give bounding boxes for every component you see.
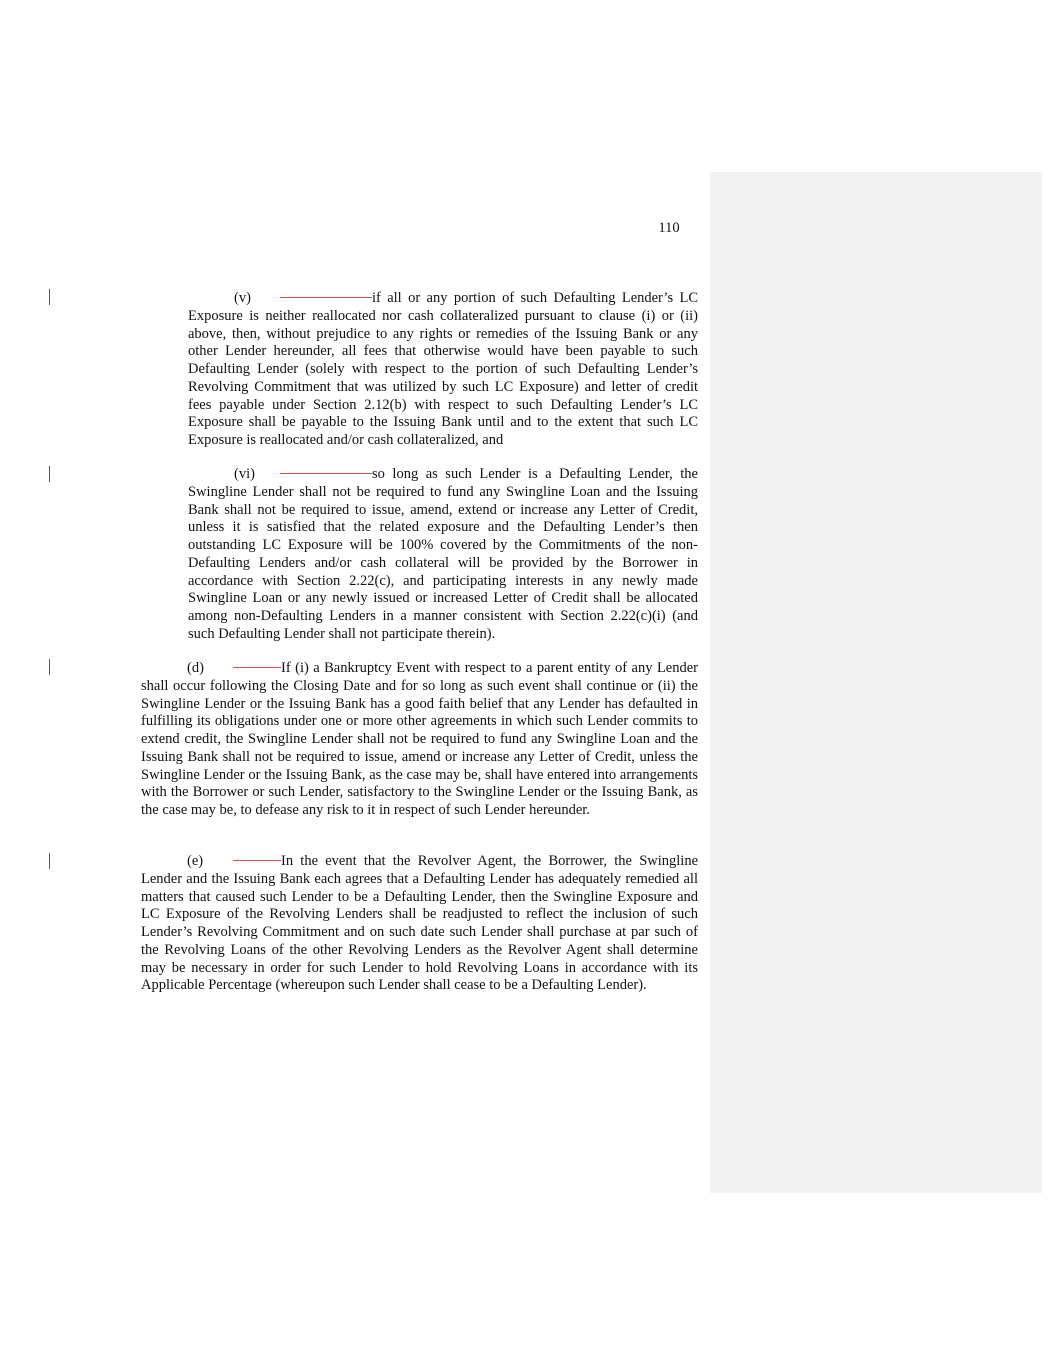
paragraph-label-e: (e): [187, 853, 204, 869]
paragraph-d: [141, 660, 698, 820]
paragraph-v: [188, 290, 698, 450]
tracked-deletion-mark: [280, 297, 372, 298]
comment-pane: [710, 172, 1042, 1193]
paragraph-label-vi: (vi): [234, 466, 255, 482]
tracked-deletion-mark: [280, 473, 372, 474]
tracked-deletion-mark: [233, 860, 281, 861]
paragraph-text-v: if all or any portion of such Defaulting Lender’s LC Exposure is neither reallocated nor cash collateralized pursuant to clause (i) or (ii) above, then, without prejudice to any rights or remedies of the Issuing Bank or any other Lender hereunder, all fees that otherwise would have been payable to such Defaulting Lender (solely with respect to the portion of such Defaulting Lender’s Revolving Commitment that was utilized by such LC Exposure) and letter of credit fees payable under Section 2.12(b) with respect to such Defaulting Lender’s LC Exposure shall be payable to the Issuing Bank until and to the extent that such LC Exposure is reallocated and/or cash collateralized, and: [188, 290, 698, 448]
page-number: 110: [658, 220, 680, 236]
paragraph-text-vi: so long as such Lender is a Defaulting Lender, the Swingline Lender shall not be required to fund any Swingline Loan and the Issuing Bank shall not be required to issue, amend, extend or increase any Letter of Credit, unless it is satisfied that the related exposure and the Defaulting Lender’s then outstanding LC Exposure will be 100% covered by the Commitments of the non-Defaulting Lenders and/or cash collateral will be provided by the Borrower in accordance with Section 2.22(c), and participating interests in any newly made Swingline Loan or any newly issued or increased Letter of Credit shall be allocated among non-Defaulting Lenders in a manner consistent with Section 2.22(c)(i) (and such Defaulting Lender shall not participate therein).: [188, 466, 698, 642]
tracked-deletion-mark: [233, 667, 281, 668]
change-bar-d: [49, 659, 50, 675]
paragraph-e: [141, 853, 698, 995]
paragraph-label-v: (v): [234, 290, 251, 306]
paragraph-label-d: (d): [187, 660, 204, 676]
paragraph-text-e: In the event that the Revolver Agent, the Borrower, the Swingline Lender and the Issuing Bank each agrees that a Defaulting Lender has adequately remedied all matters that caused such Lender to be a Defaulting Lender, then the Swingline Exposure and LC Exposure of the Revolving Lenders shall be readjusted to reflect the inclusion of such Lender’s Revolving Commitment and on such date such Lender shall purchase at par such of the Revolving Loans of the other Revolving Lenders as the Revolver Agent shall determine may be necessary in order for such Lender to hold Revolving Loans in accordance with its Applicable Percentage (whereupon such Lender shall cease to be a Defaulting Lender).: [141, 853, 698, 994]
paragraph-vi: [188, 466, 698, 644]
change-bar-e: [49, 853, 50, 869]
change-bar-v: [49, 289, 50, 305]
change-bar-vi: [49, 466, 50, 482]
paragraph-text-d: If (i) a Bankruptcy Event with respect to a parent entity of any Lender shall occur following the Closing Date and for so long as such event shall continue or (ii) the Swingline Lender or the Issuing Bank has a good faith belief that any Lender has defaulted in fulfilling its obligations under one or more other agreements in which such Lender commits to extend credit, the Swingline Lender shall not be required to fund any Swingline Loan and the Issuing Bank shall not be required to issue, amend or increase any Letter of Credit, unless the Swingline Lender or the Issuing Bank, as the case may be, shall have entered into arrangements with the Borrower or such Lender, satisfactory to the Swingline Lender or the Issuing Bank, as the case may be, to defease any risk to it in respect of such Lender hereunder.: [141, 660, 698, 818]
